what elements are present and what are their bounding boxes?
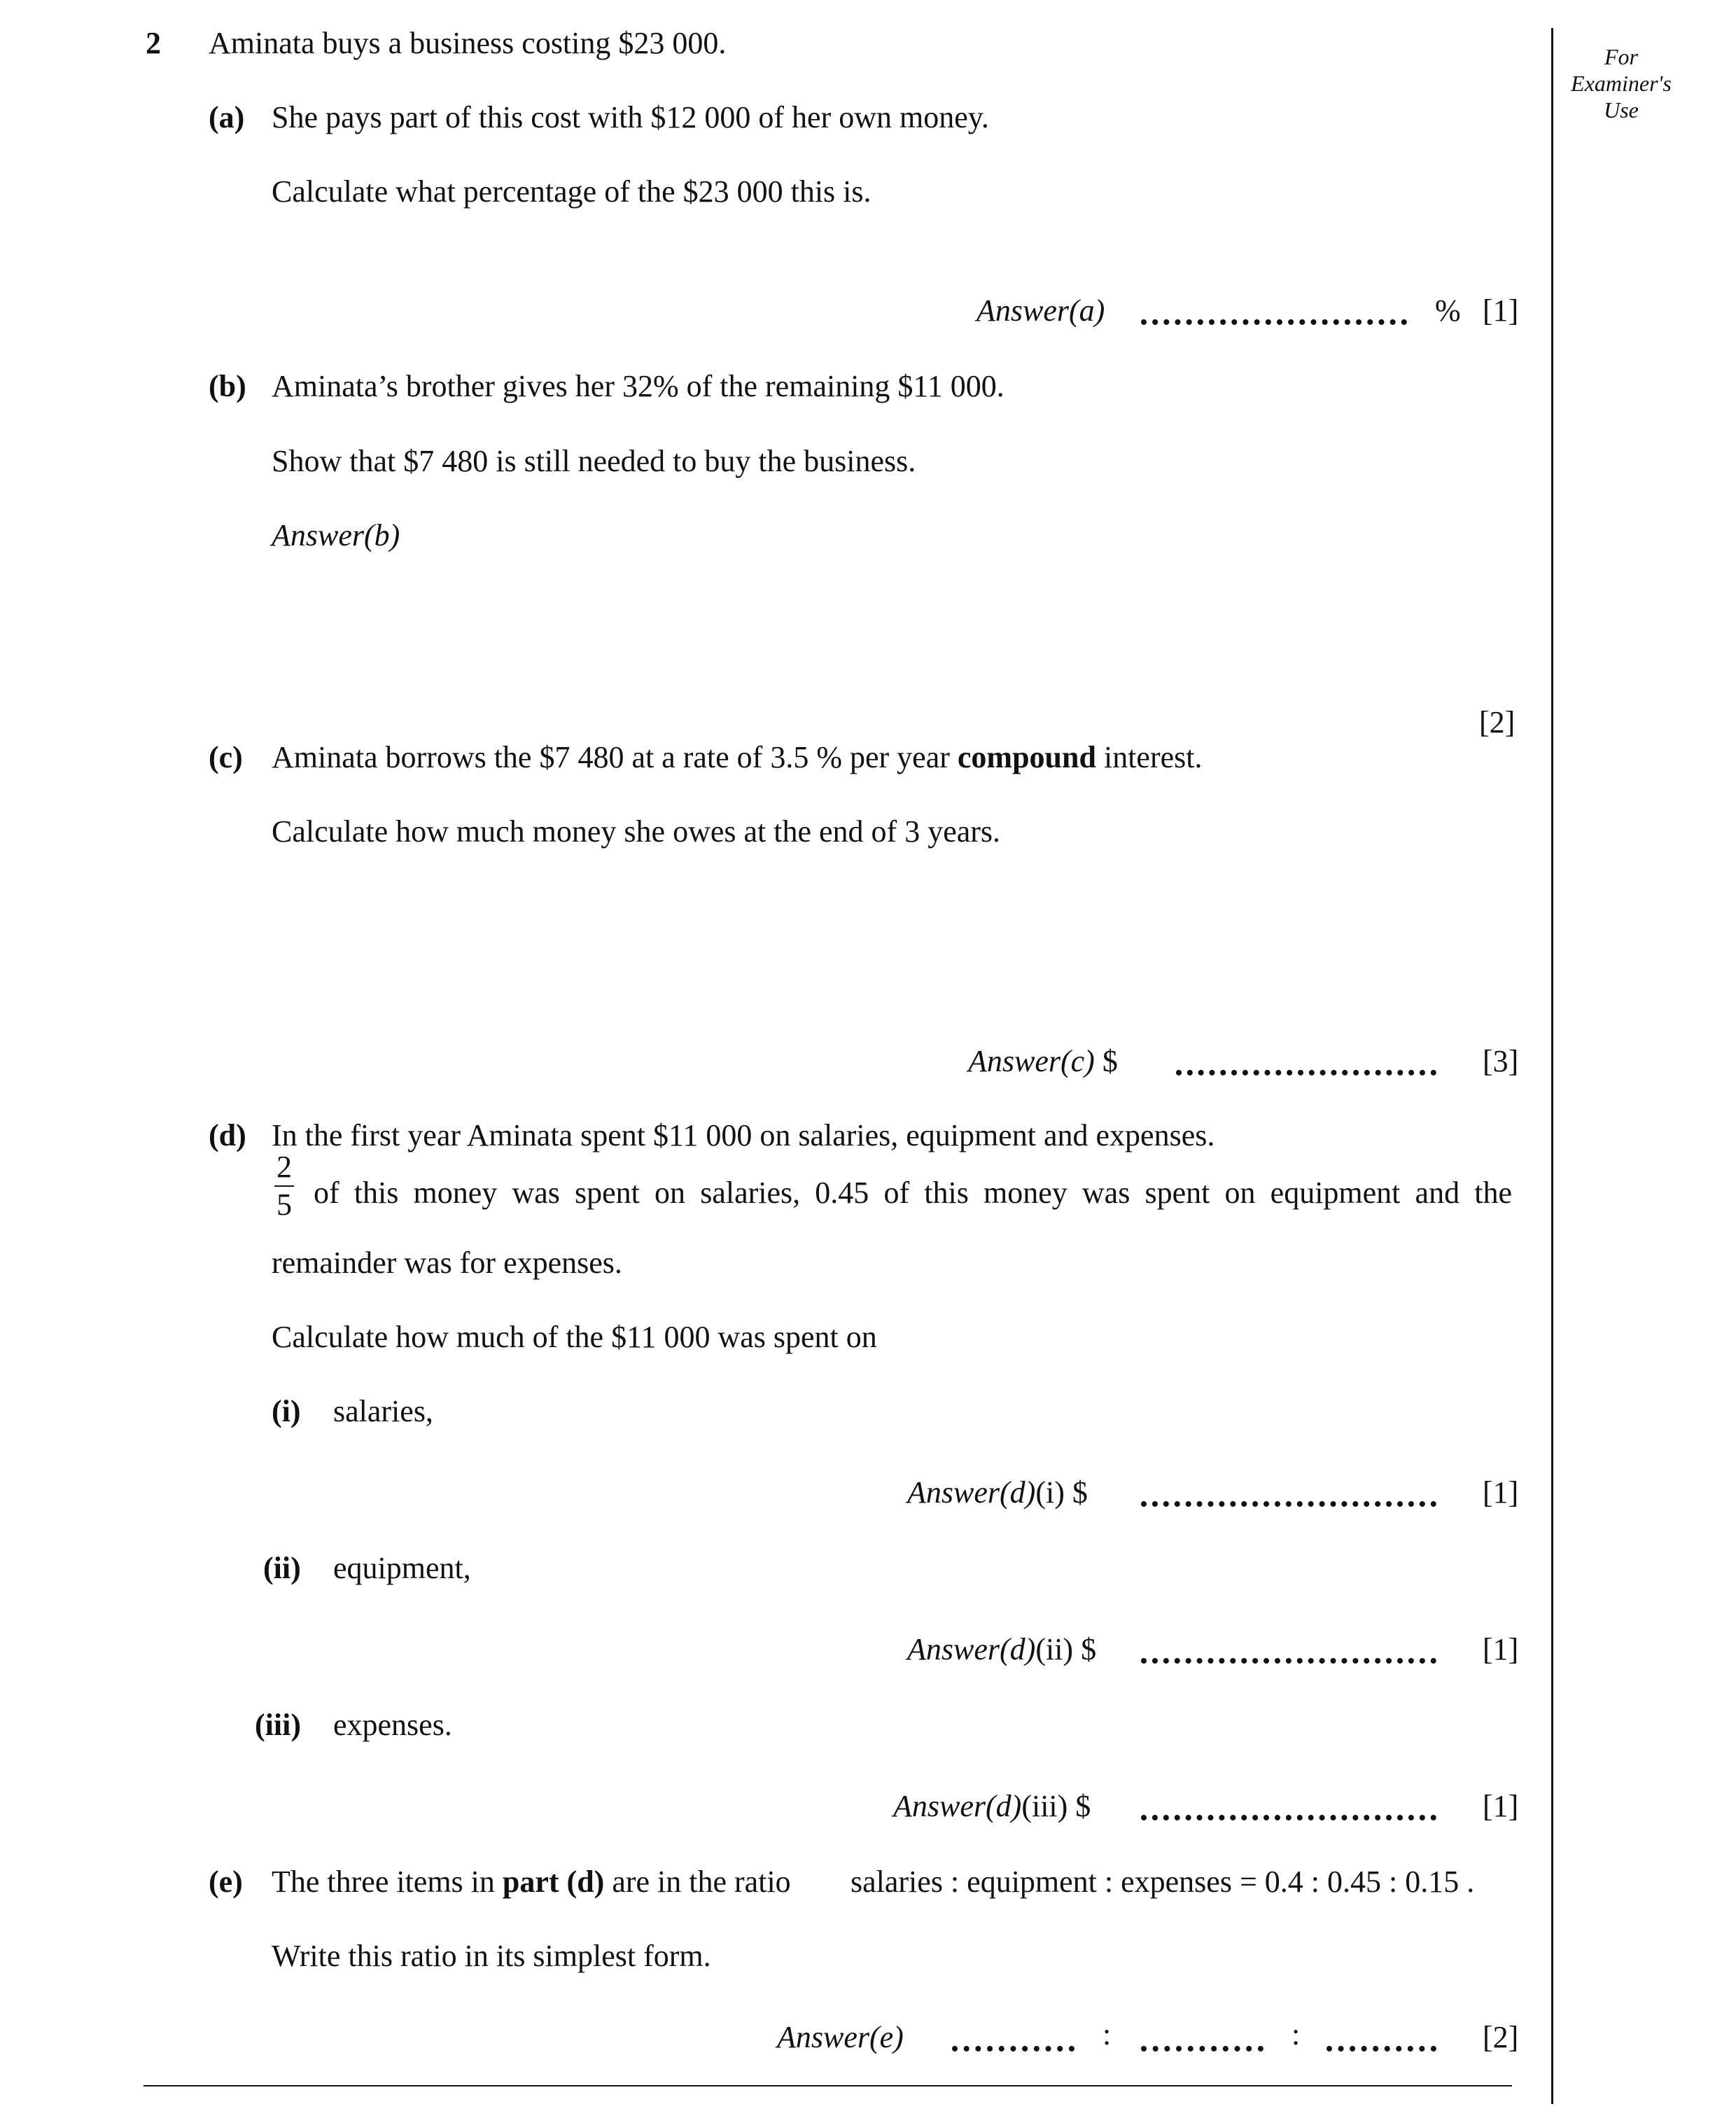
part-b-label: (b) — [209, 369, 246, 403]
answer-e-colon-1: : — [1102, 2017, 1112, 2051]
part-d-iii-text: expenses. — [333, 1708, 452, 1742]
fraction-numerator: 2 — [276, 1150, 292, 1184]
part-d-iii-label: (iii) — [255, 1708, 301, 1742]
answer-d-i-label-group — [907, 1477, 1088, 1508]
part-d-ii-text: equipment, — [333, 1551, 471, 1585]
part-c-label: (c) — [209, 740, 243, 774]
fraction-two-fifths — [272, 1152, 297, 1220]
examiner-label-line1: For — [1604, 44, 1638, 69]
part-d-i-marks: [1] — [1483, 1475, 1519, 1510]
fraction-denominator: 5 — [276, 1187, 292, 1222]
answer-a-field[interactable] — [1141, 319, 1407, 325]
answer-b-label: Answer(b) — [272, 518, 400, 552]
part-d-i-label: (i) — [272, 1394, 301, 1428]
part-c-line1-bold: compound — [957, 740, 1096, 774]
part-e-line1-bold: part (d) — [502, 1865, 605, 1899]
part-a-label: (a) — [209, 100, 245, 134]
part-b-marks: [2] — [1479, 705, 1516, 739]
answer-d-iii-label-group — [893, 1791, 1091, 1822]
part-a-line1: She pays part of this cost with $12 000 of her own money. — [272, 100, 989, 134]
part-d-line1: In the first year Aminata spent $11 000 on salaries, equipment and expenses. — [272, 1118, 1215, 1152]
answer-d-i-label: Answer(d) — [907, 1475, 1036, 1510]
part-a-line2: Calculate what percentage of the $23 000 this is. — [272, 174, 872, 209]
answer-c-currency: $ — [1102, 1044, 1118, 1078]
part-a-marks: [1] — [1483, 293, 1519, 328]
part-d-line2: of this money was spent on salaries, 0.45 of this money was spent on equipment and the — [314, 1176, 1512, 1210]
question-number: 2 — [146, 26, 161, 60]
answer-d-iii-suffix: (iii) $ — [1021, 1789, 1091, 1823]
part-c-line2: Calculate how much money she owes at the end of 3 years. — [272, 814, 1001, 849]
answer-c-field[interactable] — [1176, 1070, 1436, 1075]
answer-a-unit: % — [1435, 293, 1461, 328]
answer-e-field-1[interactable] — [952, 2046, 1074, 2051]
part-c-line1-pre: Aminata borrows the $7 480 at a rate of 3.5 % per year — [272, 740, 950, 774]
examiner-label-line2: Examiner's — [1571, 71, 1672, 96]
part-b-line1: Aminata’s brother gives her 32% of the remaining $11 000. — [272, 369, 1004, 403]
part-e-line2: Write this ratio in its simplest form. — [272, 1939, 711, 1973]
part-e-line1-pre: The three items in — [272, 1865, 495, 1899]
page-bottom-rule — [144, 2085, 1512, 2086]
answer-e-field-3[interactable] — [1326, 2046, 1436, 2051]
answer-d-ii-field[interactable] — [1141, 1658, 1436, 1664]
part-e-label: (e) — [209, 1865, 243, 1899]
answer-d-ii-suffix: (ii) $ — [1035, 1632, 1097, 1666]
part-c-line1 — [272, 742, 1202, 773]
answer-e-field-2[interactable] — [1141, 2046, 1264, 2051]
part-d-line3: remainder was for expenses. — [272, 1246, 622, 1280]
answer-c-label-group — [968, 1046, 1118, 1077]
answer-d-ii-label-group — [907, 1634, 1096, 1665]
answer-c-label: Answer(c) — [968, 1044, 1095, 1078]
part-c-marks: [3] — [1483, 1044, 1519, 1078]
answer-a-label: Answer(a) — [976, 293, 1105, 328]
part-d-i-text: salaries, — [333, 1394, 433, 1428]
examiner-use-label — [1558, 43, 1684, 123]
part-d-iii-marks: [1] — [1483, 1789, 1519, 1823]
answer-e-colon-2: : — [1292, 2017, 1301, 2051]
part-d-ii-marks: [1] — [1483, 1632, 1519, 1666]
part-e-ratio: salaries : equipment : expenses = 0.4 : 0.45 : 0.15 . — [850, 1865, 1475, 1899]
part-b-line2: Show that $7 480 is still needed to buy the business. — [272, 444, 916, 478]
part-c-line1-post: interest. — [1103, 740, 1203, 774]
part-d-ii-label: (ii) — [263, 1551, 301, 1585]
part-d-line4: Calculate how much of the $11 000 was spent on — [272, 1320, 877, 1354]
answer-d-i-suffix: (i) $ — [1035, 1475, 1088, 1510]
answer-d-ii-label: Answer(d) — [907, 1632, 1036, 1666]
part-e-line1 — [272, 1867, 791, 1897]
fraction-bar — [274, 1185, 294, 1187]
answer-d-iii-label: Answer(d) — [893, 1789, 1022, 1823]
answer-e-label: Answer(e) — [777, 2020, 904, 2054]
examiner-margin-line — [1551, 28, 1553, 2104]
question-intro: Aminata buys a business costing $23 000. — [209, 26, 727, 60]
part-d-label: (d) — [209, 1118, 246, 1152]
answer-d-i-field[interactable] — [1141, 1501, 1436, 1507]
answer-d-iii-field[interactable] — [1141, 1815, 1436, 1820]
examiner-label-line3: Use — [1604, 97, 1639, 123]
part-e-line1-post: are in the ratio — [612, 1865, 791, 1899]
part-e-marks: [2] — [1483, 2020, 1519, 2054]
